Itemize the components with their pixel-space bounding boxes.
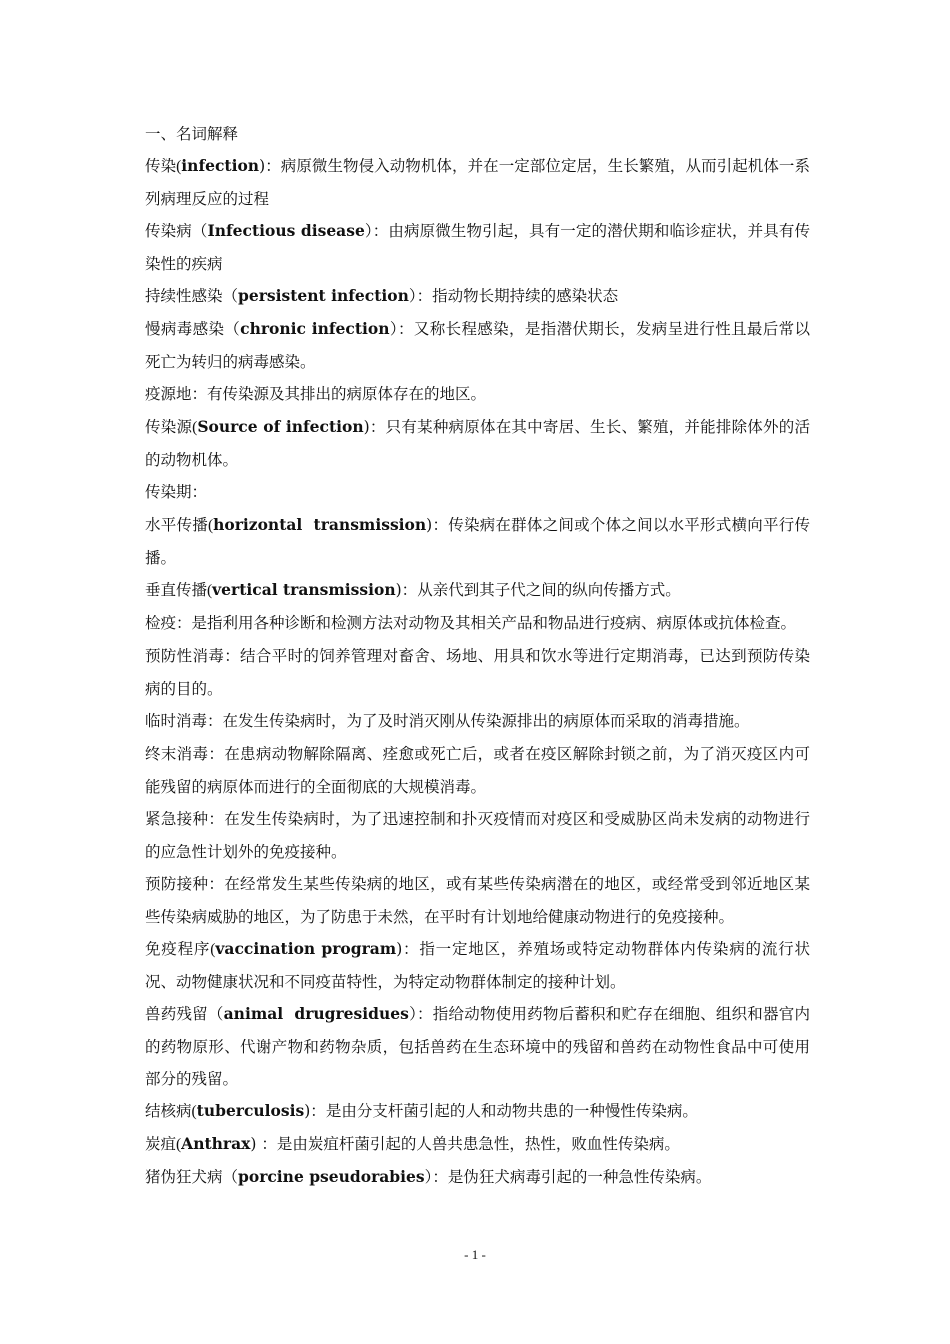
term-definition: 传染病在群体之间或个体之间以水平形式横向平行传播。 (145, 516, 810, 567)
term-definition: 又称长程感染，是指潜伏期长，发病呈进行性且最后常以死亡为转归的病毒感染。 (145, 320, 810, 371)
term-definition: 指动物长期持续的感染状态 (432, 287, 619, 305)
term-definition: 是指利用各种诊断和检测方法对动物及其相关产品和物品进行疫病、病原体或抗体检查。 (191, 614, 797, 632)
term-english: horizontal transmission (213, 515, 427, 534)
term-separator: ）： (408, 1005, 433, 1023)
term-separator: )： (396, 940, 420, 958)
glossary-entry (145, 933, 810, 998)
glossary-entry (145, 1095, 810, 1128)
term-label: 预防接种： (145, 876, 225, 893)
glossary-entry (145, 607, 810, 640)
term-label: 传染期： (145, 484, 208, 501)
page-number: - 1 - (464, 1247, 486, 1262)
term-label: 兽药残留（ (145, 1006, 224, 1023)
glossary-entry (145, 1161, 810, 1194)
term-label: 传染源( (145, 419, 198, 436)
term-english: porcine pseudorabies (238, 1167, 425, 1186)
term-separator: )： (363, 418, 386, 436)
glossary-entry (145, 509, 810, 574)
term-label: 水平传播( (145, 517, 214, 534)
term-english: chronic infection (240, 319, 390, 338)
term-definition: 病原微生物侵入动物机体，并在一定部位定居，生长繁殖，从而引起机体一系列病理反应的过程 (145, 157, 810, 208)
glossary-entry (145, 411, 810, 476)
term-label: 传染病（ (145, 223, 208, 240)
section-title: 一、名词解释 (145, 125, 239, 143)
term-separator: )： (426, 516, 449, 534)
glossary-entry (145, 476, 810, 509)
term-definition: 有传染源及其排出的病原体存在的地区。 (207, 385, 487, 403)
glossary-entry (145, 803, 810, 868)
term-definition: 在发生传染病时，为了迅速控制和扑灭疫情而对疫区和受威胁区尚未发病的动物进行的应急性计划外的免疫接种。 (145, 810, 810, 861)
glossary-entry (145, 640, 810, 705)
term-label: 检疫： (145, 615, 192, 632)
glossary-entry (145, 574, 810, 607)
term-definition: 在患病动物解除隔离、痊愈或死亡后，或者在疫区解除封锁之前，为了消灭疫区内可能残留的病原体而进行的全面彻底的大规模消毒。 (145, 745, 810, 796)
term-separator: ）： (408, 287, 433, 305)
term-label: 炭疽( (145, 1136, 182, 1153)
term-definition: 指给动物使用药物后蓄积和贮存在细胞、组织和器官内的药物原形、代谢产物和药物杂质，包括兽药在生态环境中的残留和兽药在动物性食品中可使用部分的残留。 (145, 1005, 810, 1088)
term-definition: 是伪狂犬病毒引起的一种急性传染病。 (447, 1168, 712, 1186)
term-label: 垂直传播( (145, 582, 213, 599)
term-definition: 结合平时的饲养管理对畜舍、场地、用具和饮水等进行定期消毒，已达到预防传染病的目的。 (145, 647, 810, 698)
term-english: Anthrax (181, 1134, 251, 1153)
term-separator: )： (304, 1102, 326, 1120)
glossary-entry (145, 705, 810, 738)
term-english: persistent infection (238, 286, 409, 305)
term-separator: ) ： (250, 1135, 277, 1153)
term-label: 紧急接种： (145, 811, 225, 828)
glossary-entry (145, 215, 810, 280)
glossary-entry (145, 378, 810, 411)
term-english: animal drugresidues (223, 1004, 409, 1023)
term-definition: 是由分支杆菌引起的人和动物共患的一种慢性传染病。 (325, 1102, 698, 1120)
term-definition: 指一定地区，养殖场或特定动物群体内传染病的流行状况、动物健康状况和不同疫苗特性，为特定动物群体制定的接种计划。 (145, 940, 810, 991)
glossary-entry (145, 738, 810, 803)
term-separator: ）： (424, 1168, 448, 1186)
term-english: vertical transmission (212, 580, 396, 599)
page-content (145, 118, 810, 1194)
term-english: vaccination program (215, 939, 397, 958)
term-label: 疫源地： (145, 386, 208, 403)
term-english: tuberculosis (196, 1101, 305, 1120)
term-label: 传染( (145, 158, 182, 175)
term-english: infection (181, 156, 260, 175)
term-english: Source of infection (197, 417, 364, 436)
term-label: 猪伪狂犬病（ (145, 1169, 239, 1186)
term-label: 预防性消毒： (145, 648, 241, 665)
term-label: 慢病毒感染（ (145, 321, 241, 338)
term-definition: 只有某种病原体在其中寄居、生长、繁殖，并能排除体外的活的动物机体。 (145, 418, 810, 469)
term-definition: 由病原微生物引起，具有一定的潜伏期和临诊症状，并具有传染性的疾病 (145, 222, 810, 273)
glossary-entry (145, 868, 810, 933)
glossary-entry (145, 1128, 810, 1161)
term-definition: 是由炭疽杆菌引起的人兽共患急性，热性，败血性传染病。 (276, 1135, 680, 1153)
term-label: 免疫程序( (145, 941, 216, 958)
term-separator: ）： (364, 222, 389, 240)
term-english: Infectious disease (207, 221, 365, 240)
term-label: 终末消毒： (145, 746, 225, 763)
glossary-list (145, 150, 810, 1194)
term-definition: 从亲代到其子代之间的纵向传播方式。 (417, 581, 681, 599)
term-definition: 在发生传染病时，为了及时消灭刚从传染源排出的病原体而采取的消毒措施。 (222, 712, 750, 730)
term-definition: 在经常发生某些传染病的地区，或有某些传染病潜在的地区，或经常受到邻近地区某些传染病威胁的地区，为了防患于未然，在平时有计划地给健康动物进行的免疫接种。 (145, 875, 810, 926)
glossary-entry (145, 313, 810, 378)
glossary-entry (145, 998, 810, 1095)
term-label: 临时消毒： (145, 713, 223, 730)
term-separator: ）： (389, 320, 414, 338)
glossary-entry (145, 150, 810, 215)
term-separator: )： (259, 157, 281, 175)
term-label: 结核病( (145, 1103, 197, 1120)
term-separator: )： (395, 581, 418, 599)
term-label: 持续性感染（ (145, 288, 239, 305)
glossary-entry (145, 280, 810, 313)
